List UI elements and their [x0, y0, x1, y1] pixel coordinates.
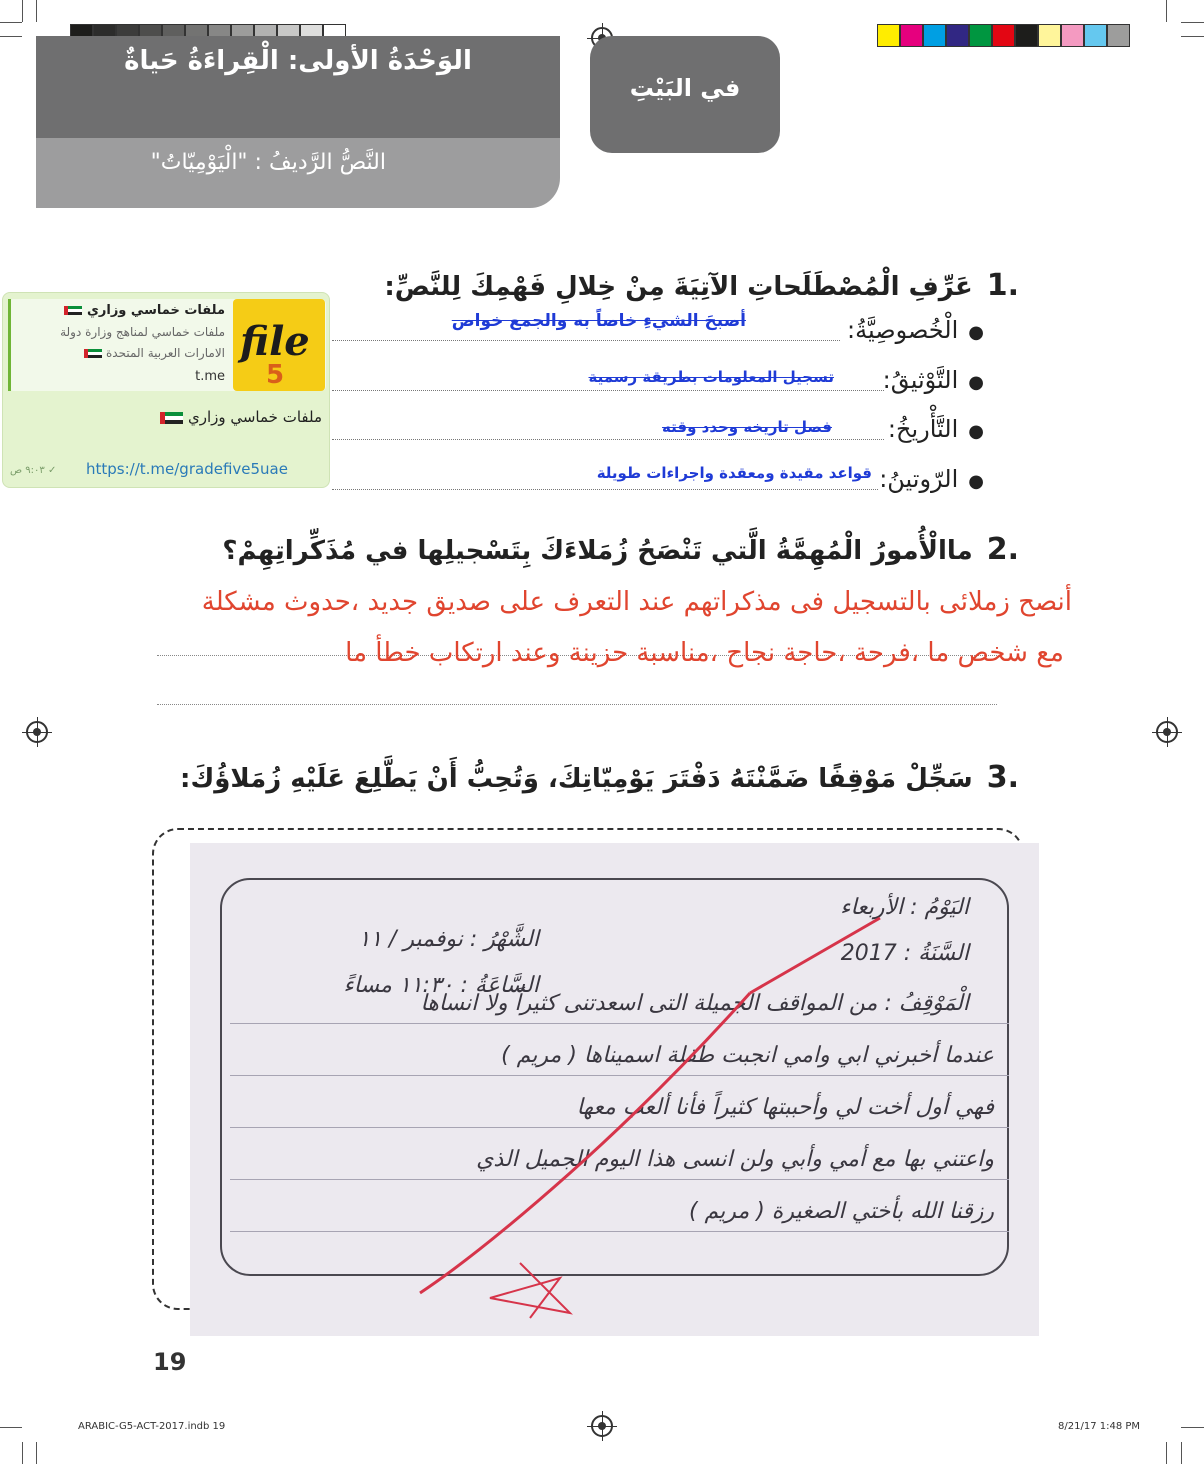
bullet-icon: ●: [968, 322, 984, 343]
term-label: التَّوْثيقُ:: [882, 366, 959, 394]
crop-mark: [0, 22, 22, 23]
uae-flag-icon: [84, 349, 102, 358]
answer-text: فصل تاريخه وحدد وقته: [662, 418, 832, 436]
bullet-icon: ●: [968, 471, 984, 492]
question-number: .2: [986, 532, 1019, 567]
unit-title: الوَحْدَةُ الأولى: الْقِراءَةُ حَياةٌ: [124, 46, 472, 76]
question-2: [222, 532, 1019, 567]
term-label: الْخُصوصِيَّةُ:: [847, 316, 959, 344]
color-calibration-bar: [877, 24, 1130, 47]
preview-accent-bar: [8, 299, 11, 391]
file5-logo-word: file: [240, 318, 310, 365]
color-swatch: [946, 24, 969, 47]
bullet-icon: ●: [968, 372, 984, 393]
diary-line-text: رزقنا الله بأختي الصغيرة ( مريم ): [688, 1199, 994, 1224]
term-label: الرّوتينُ:: [879, 465, 959, 493]
uae-flag-icon: [64, 306, 82, 315]
check-icon: ✓: [47, 465, 57, 476]
answer-line: [332, 489, 878, 490]
crop-mark: [1181, 1442, 1182, 1464]
answer-line: [332, 390, 884, 391]
unit-subtitle: النَّصُّ الرَّديفُ : "الْيَوْمِيّاتُ": [150, 150, 386, 175]
question-prompt: ماالْأُمورُ الْمُهِمَّةُ الَّتي تَنْصَحُ زُمَلاءَكَ بِتَسْجيلِها في مُذَكِّراتِهِمْ؟: [222, 536, 973, 566]
crop-mark: [1181, 22, 1204, 23]
answer-line: [157, 704, 997, 705]
diary-line-text: واعتني بها مع أمي وأبي ولن انسى هذا اليوم الجميل الذي: [476, 1147, 994, 1172]
site-domain: t.me: [195, 369, 225, 384]
crop-mark: [22, 0, 23, 22]
diary-month: الشَّهْرُ : نوفمبر / ١١: [358, 927, 539, 952]
crop-mark: [0, 1427, 22, 1428]
crop-mark: [1166, 0, 1167, 22]
term-item: [847, 316, 984, 344]
handwritten-answer: أنصح زملائى بالتسجيل فى مذكراتهم عند التعرف على صديق جديد ،حدوث مشكلة: [201, 587, 1072, 617]
diary-hour: السَّاعَةُ : ١١:٣٠ مساءً: [343, 973, 539, 998]
term-label: التَّأْريخُ:: [887, 415, 959, 443]
term-item: [888, 415, 984, 443]
term-item: [883, 366, 984, 394]
channel-name-message: ملفات خماسي وزاري: [160, 408, 322, 426]
message-time: ✓ ٩:٠٣ ص: [10, 465, 57, 476]
question-number: .1: [986, 268, 1019, 303]
question-3: [180, 760, 1019, 795]
term-item: [879, 465, 984, 493]
bullet-icon: ●: [968, 421, 984, 442]
color-swatch: [1038, 24, 1061, 47]
telegram-link[interactable]: https://t.me/gradefive5uae: [86, 460, 288, 478]
color-swatch: [877, 24, 900, 47]
color-swatch: [1107, 24, 1130, 47]
question-prompt: سَجِّلْ مَوْقِفًا ضَمَّنْتَهُ دَفْتَرَ يَوْمِيّاتِكَ، وَتُحِبُّ أَنْ يَطَّلِعَ عَلَيْهِ زُمَلاؤُكَ:: [180, 764, 973, 794]
color-swatch: [1015, 24, 1038, 47]
teacher-red-check-mark: [190, 843, 1039, 1336]
crop-mark: [22, 1442, 23, 1464]
color-swatch: [1084, 24, 1107, 47]
crop-mark: [1181, 1427, 1204, 1428]
diary-photo: [190, 843, 1039, 1336]
color-swatch: [923, 24, 946, 47]
page-number: 19: [153, 1348, 187, 1376]
registration-mark: [1156, 721, 1178, 743]
diary-day: اليَوْمُ : الأربعاء: [840, 895, 969, 920]
color-swatch: [992, 24, 1015, 47]
uae-flag-icon: [160, 412, 183, 424]
answer-text: قواعد مقيدة ومعقدة واجراءات طويلة: [596, 464, 872, 482]
color-swatch: [900, 24, 923, 47]
crop-mark: [1181, 36, 1204, 37]
section-tab-label: في البَيْتِ: [629, 74, 741, 102]
diary-situation: الْمَوْقِفُ : من المواقف الجميلة التى اسعدتنى كثيراً ولا انساها: [420, 991, 969, 1016]
diary-line-text: فهي أول أخت لي وأحببتها كثيراً فأنا ألعب معها: [576, 1095, 994, 1120]
crop-mark: [0, 36, 22, 37]
file5-logo-number: 5: [266, 360, 285, 390]
answer-text: أصبحَ الشيءِ خاصاً به والجمع خواص: [451, 311, 746, 331]
handwritten-answer: مع شخص ما ،فرحة ،حاجة نجاح ،مناسبة حزينة وعند ارتكاب خطأ ما: [345, 638, 1064, 668]
print-file-name: ARABIC-G5-ACT-2017.indb 19: [78, 1421, 226, 1432]
color-swatch: [969, 24, 992, 47]
registration-mark: [26, 721, 48, 743]
channel-name: ملفات خماسي وزاري: [64, 303, 225, 318]
crop-mark: [36, 0, 37, 22]
channel-description: الامارات العربية المتحدة: [84, 346, 225, 360]
crop-mark: [1166, 1442, 1167, 1464]
crop-mark: [36, 1442, 37, 1464]
answer-line: [332, 439, 884, 440]
registration-mark: [591, 1415, 613, 1437]
question-prompt: عَرِّفِ الْمُصْطَلَحاتِ الآتِيَةَ مِنْ خِلالِ فَهْمِكَ لِلنَّصِّ:: [384, 272, 973, 302]
answer-line: [332, 340, 840, 341]
color-swatch: [1061, 24, 1084, 47]
question-number: .3: [986, 760, 1019, 795]
diary-line-text: عندما أخبرني ابي وامي انجبت طفلة اسميناها ( مريم ): [501, 1043, 994, 1068]
question-1: [384, 268, 1019, 303]
answer-text: تسجيل المعلومات بطريقة رسمية: [588, 368, 834, 386]
print-timestamp: 8/21/17 1:48 PM: [1058, 1421, 1141, 1432]
diary-year: السَّنَةُ : 2017: [840, 941, 969, 966]
channel-description: ملفات خماسي لمناهج وزارة دولة: [60, 325, 225, 339]
